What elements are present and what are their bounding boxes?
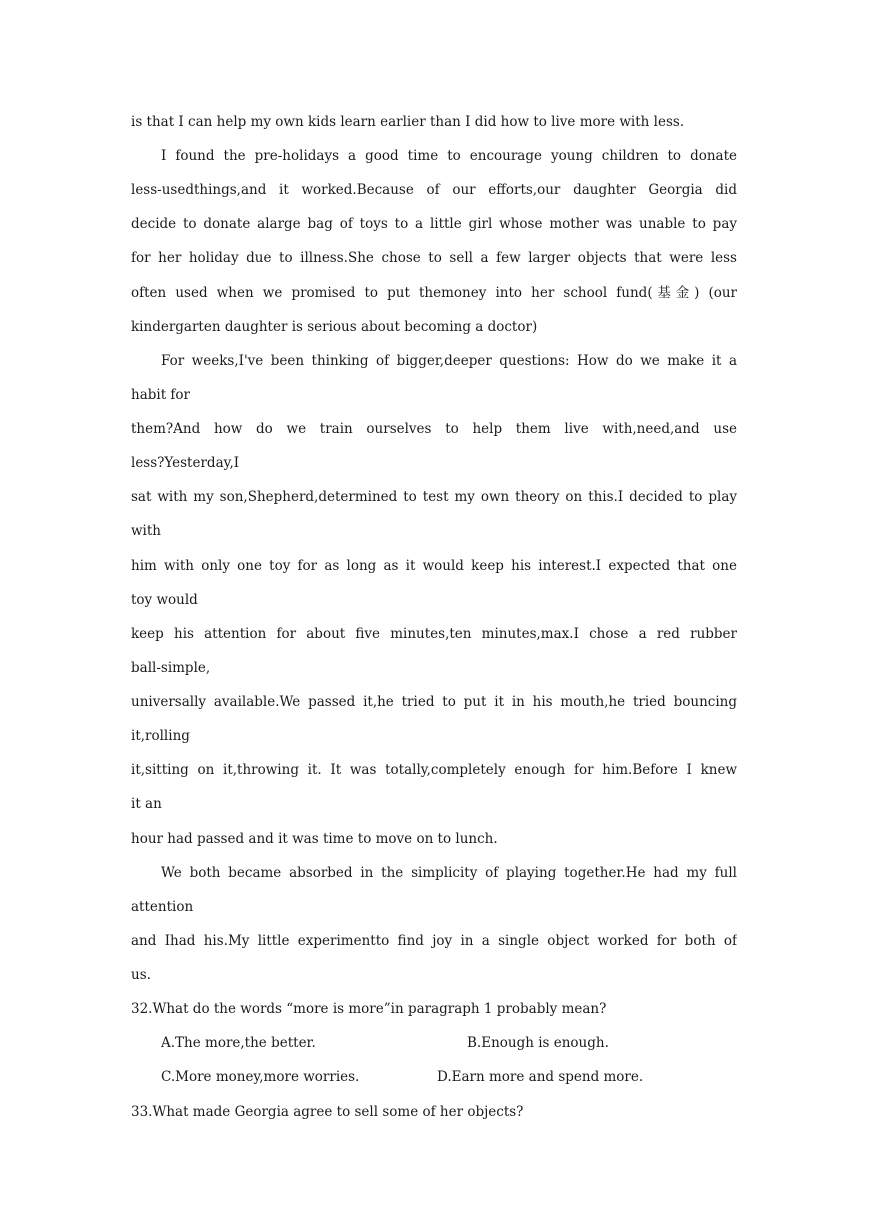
passage-line: often used when we promised to put themoney into her school fund(基金) (our [131, 285, 737, 301]
passage-line: I found the pre-holidays a good time to encourage young children to donate [161, 148, 737, 164]
option-c: C.More money,more worries. [161, 1069, 360, 1085]
passage-line: them?And how do we train ourselves to help them live with,need,and use [131, 421, 737, 437]
passage-line: us. [131, 967, 151, 983]
option-a: A.The more,the better. [161, 1035, 316, 1051]
passage-line: is that I can help my own kids learn earlier than I did how to live more with less. [131, 114, 685, 130]
passage-line: ball-simple, [131, 660, 211, 676]
passage-line: toy would [131, 592, 198, 608]
passage-line: it,rolling [131, 728, 190, 744]
passage-line: it,sitting on it,throwing it. It was totally,completely enough for him.Before I knew [131, 762, 737, 778]
passage-line: it an [131, 796, 162, 812]
option-d: D.Earn more and spend more. [437, 1069, 644, 1085]
passage-line: We both became absorbed in the simplicity of playing together.He had my full [161, 865, 737, 881]
passage-line: hour had passed and it was time to move on to lunch. [131, 831, 498, 847]
passage-line: sat with my son,Shepherd,determined to test my own theory on this.I decided to play [131, 489, 737, 505]
passage-line: universally available.We passed it,he tried to put it in his mouth,he tried bouncing [131, 694, 737, 710]
passage-line: decide to donate alarge bag of toys to a little girl whose mother was unable to pay [131, 216, 737, 232]
option-b: B.Enough is enough. [467, 1035, 609, 1051]
question-stem: 33.What made Georgia agree to sell some of her objects? [131, 1104, 524, 1120]
passage-line: with [131, 523, 161, 539]
passage-line: less?Yesterday,I [131, 455, 240, 471]
passage-line: For weeks,I've been thinking of bigger,deeper questions: How do we make it a [161, 353, 737, 369]
passage-line: for her holiday due to illness.She chose to sell a few larger objects that were less [131, 250, 737, 266]
passage-line: habit for [131, 387, 190, 403]
passage-line: kindergarten daughter is serious about becoming a doctor) [131, 319, 538, 335]
passage-line: keep his attention for about five minutes,ten minutes,max.I chose a red rubber [131, 626, 737, 642]
passage-line: attention [131, 899, 194, 915]
question-stem: 32.What do the words “more is more”in paragraph 1 probably mean? [131, 1001, 607, 1017]
passage-line: less-usedthings,and it worked.Because of our efforts,our daughter Georgia did [131, 182, 737, 198]
passage-line: and Ihad his.My little experimentto find joy in a single object worked for both of [131, 933, 737, 949]
passage-line: him with only one toy for as long as it would keep his interest.I expected that one [131, 558, 737, 574]
